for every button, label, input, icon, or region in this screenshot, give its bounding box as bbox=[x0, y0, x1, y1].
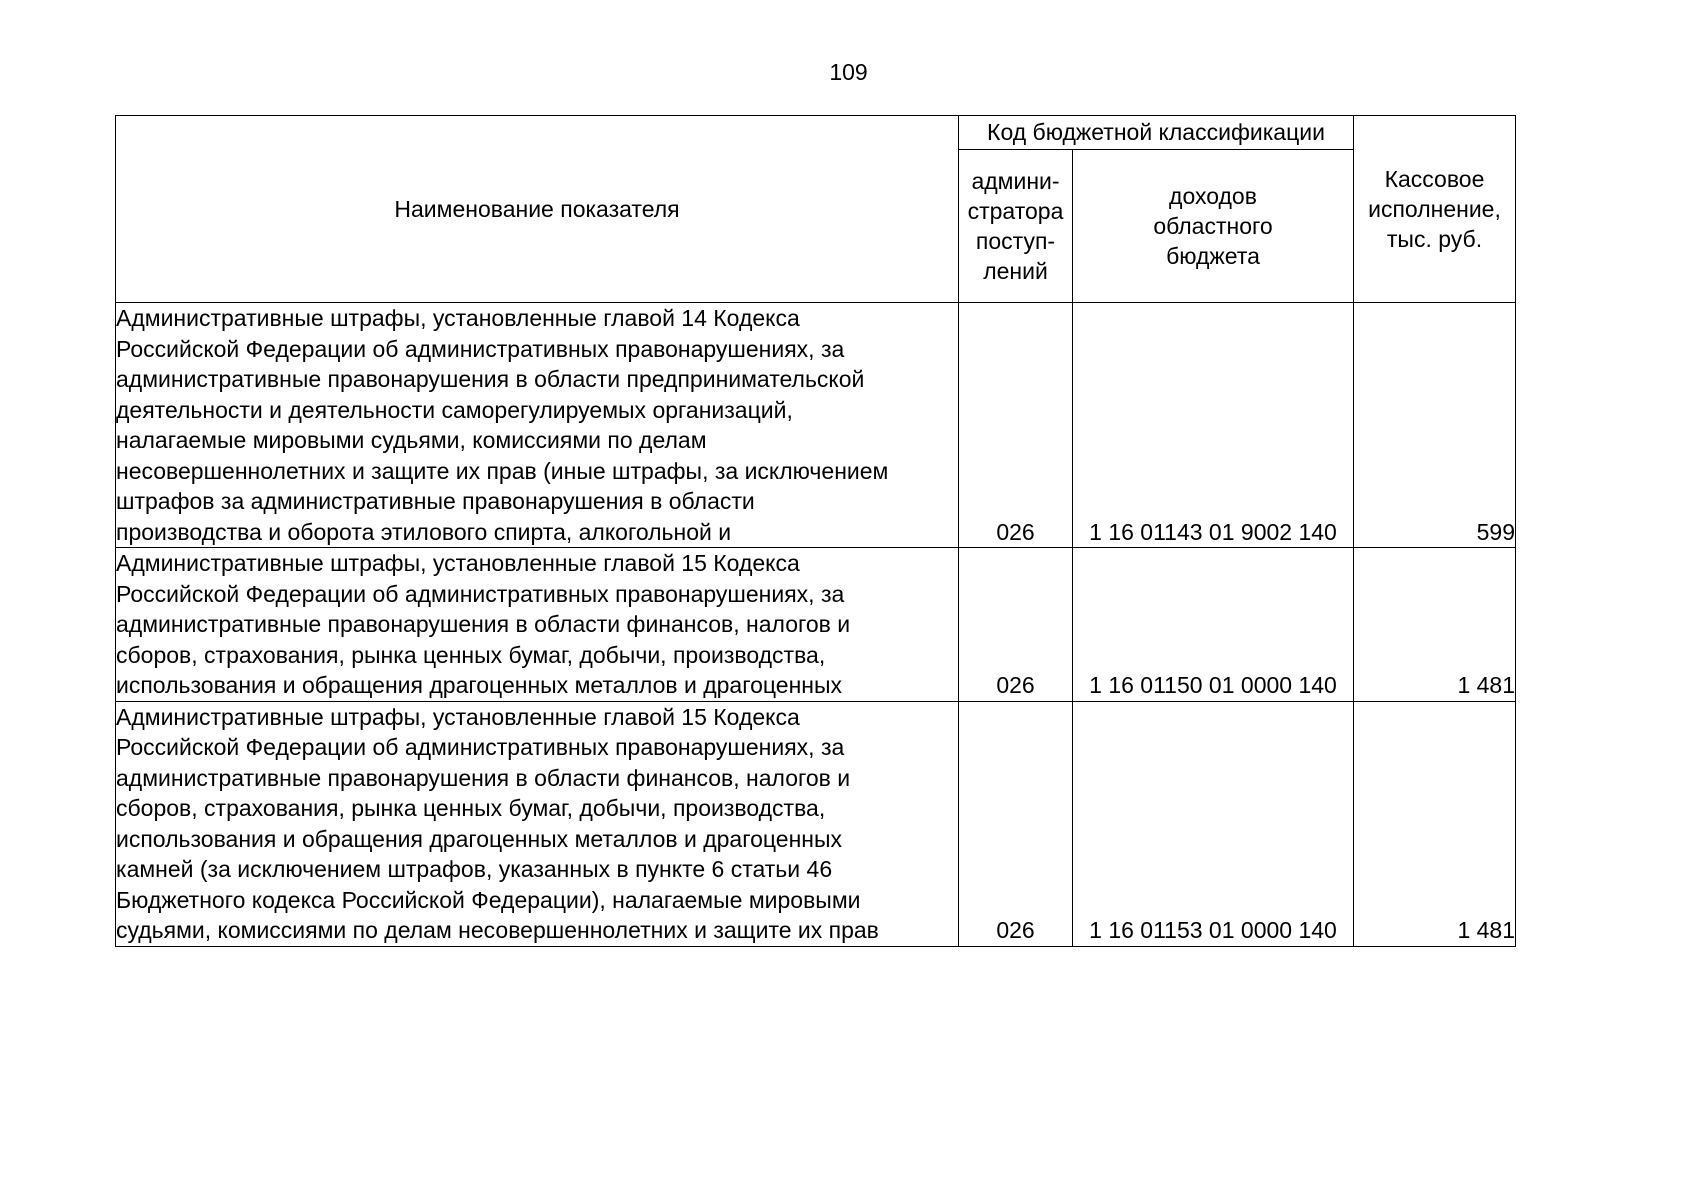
administrator-code-cell: 026 bbox=[959, 548, 1073, 702]
page-number: 109 bbox=[829, 59, 868, 85]
revenue-code-cell: 1 16 01150 01 0000 140 bbox=[1073, 548, 1354, 702]
header-cash-execution: Кассовое исполнение, тыс. руб. bbox=[1354, 116, 1516, 303]
amount-cell: 599 bbox=[1354, 303, 1516, 548]
table-row bbox=[116, 548, 1516, 702]
budget-revenue-table bbox=[115, 115, 1516, 947]
header-indicator-name: Наименование показателя bbox=[116, 116, 959, 303]
amount-cell: 1 481 bbox=[1354, 701, 1516, 946]
header-revenue-administrator: админи- стратора поступ- лений bbox=[959, 149, 1073, 302]
table-row bbox=[116, 701, 1516, 946]
table-header bbox=[116, 116, 1516, 303]
header-classification-code: Код бюджетной классификации bbox=[959, 116, 1354, 150]
administrator-code-cell: 026 bbox=[959, 701, 1073, 946]
administrator-code-cell: 026 bbox=[959, 303, 1073, 548]
table-row bbox=[116, 303, 1516, 548]
indicator-name-cell: Административные штрафы, установленные главой 14 Кодекса Российской Федерации об административных правонарушениях, за административные правонарушения в области предпринимательской деятельности и деятельности саморегулируемых организаций, налагаемые мировыми судьями, комиссиями по делам несовершеннолетних и защите их прав (иные штрафы, за исключением штрафов за административные правонарушения в области производства и оборота этилового спирта, алкогольной и bbox=[116, 303, 959, 548]
header-regional-budget-revenue: доходов областного бюджета bbox=[1073, 149, 1354, 302]
indicator-name-cell: Административные штрафы, установленные главой 15 Кодекса Российской Федерации об административных правонарушениях, за административные правонарушения в области финансов, налогов и сборов, страхования, рынка ценных бумаг, добычи, производства, использования и обращения драгоценных металлов и драгоценных bbox=[116, 548, 959, 702]
revenue-code-cell: 1 16 01153 01 0000 140 bbox=[1073, 701, 1354, 946]
revenue-code-cell: 1 16 01143 01 9002 140 bbox=[1073, 303, 1354, 548]
amount-cell: 1 481 bbox=[1354, 548, 1516, 702]
indicator-name-cell: Административные штрафы, установленные главой 15 Кодекса Российской Федерации об административных правонарушениях, за административные правонарушения в области финансов, налогов и сборов, страхования, рынка ценных бумаг, добычи, производства, использования и обращения драгоценных металлов и драгоценных камней (за исключением штрафов, указанных в пункте 6 статьи 46 Бюджетного кодекса Российской Федерации), налагаемые мировыми судьями, комиссиями по делам несовершеннолетних и защите их прав bbox=[116, 701, 959, 946]
